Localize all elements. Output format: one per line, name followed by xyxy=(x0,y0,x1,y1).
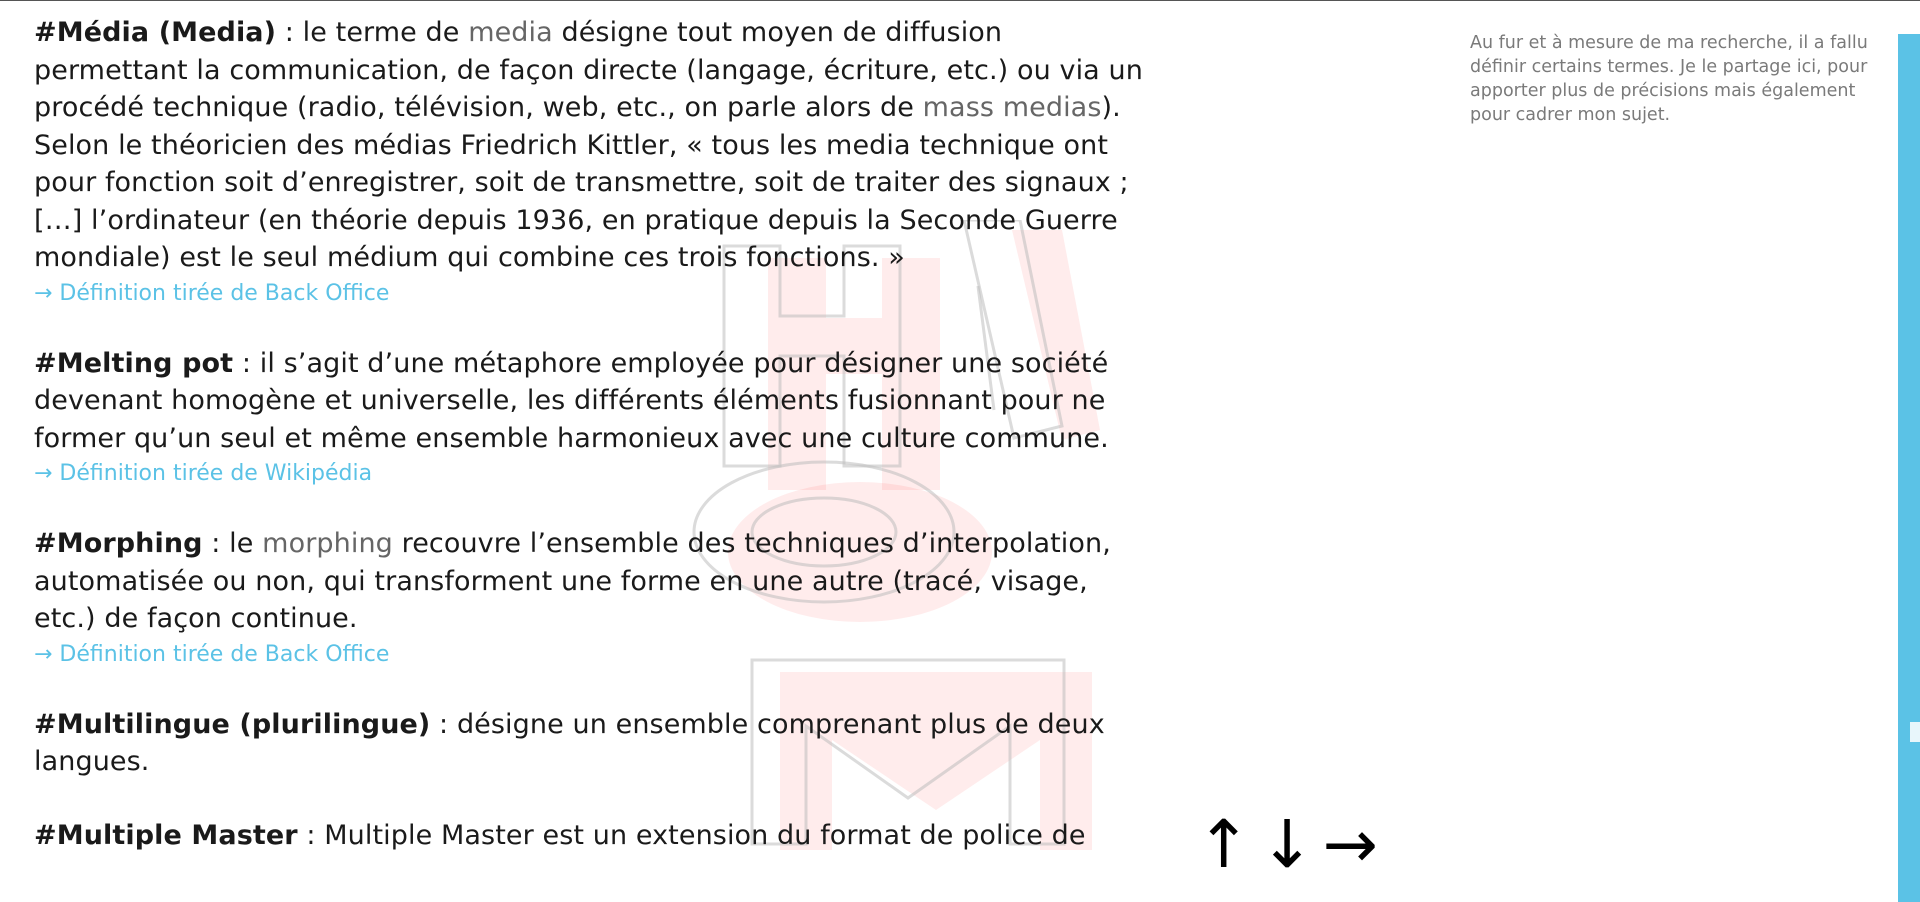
entry-media xyxy=(34,14,1154,309)
arrow-down-icon[interactable]: ↓ xyxy=(1259,806,1315,883)
term-media: #Média (Media) xyxy=(34,17,277,48)
entry-multiple-master xyxy=(34,817,1154,855)
arrow-right-icon[interactable]: → xyxy=(1322,806,1378,883)
definition-multiple-master: #Multiple Master : Multiple Master est un extension du format de police de xyxy=(34,819,1086,851)
term-multiple-master: #Multiple Master xyxy=(34,819,298,851)
entry-multilingue xyxy=(34,706,1154,781)
source-link-morphing[interactable]: → Définition tirée de Back Office xyxy=(34,641,390,667)
entry-morphing xyxy=(34,525,1154,670)
entry-melting-pot xyxy=(34,345,1154,490)
term-morphing: #Morphing xyxy=(34,528,203,559)
definition-media: #Média (Media) : le terme de media désigne tout moyen de diffusion permettant la communication, de façon directe (langage, écriture, etc.) ou via un procédé technique (radio, télévision, web, etc., on parle alors de mass medias). Selon le théoricien des médias Friedrich Kittler, « tous les media technique ont pour fonction soit d’enregistrer, soit de transmettre, soit de traiter des signaux ; […] l’ordinateur (en théorie depuis 1936, en pratique depuis la Seconde Guerre mondiale) est le seul médium qui combine ces trois fonctions. » xyxy=(34,17,1143,273)
emphasis-morphing: morphing xyxy=(262,528,393,559)
definition-melting-pot: #Melting pot : il s’agit d’une métaphore employée pour désigner une société devenant homogène et universelle, les différents éléments fusionnant pour ne former qu’un seul et même ensemble harmonieux avec une culture commune. xyxy=(34,347,1109,454)
emphasis-mass-medias: mass medias xyxy=(922,92,1102,123)
top-divider xyxy=(0,0,1920,1)
definition-multilingue: #Multilingue (plurilingue) : désigne un ensemble comprenant plus de deux langues. xyxy=(34,708,1105,777)
sidenote: Au fur et à mesure de ma recherche, il a fallu définir certains termes. Je le partage ici, pour apporter plus de précisions mais également pour cadrer mon sujet. xyxy=(1470,33,1868,125)
scrollbar[interactable] xyxy=(1898,34,1920,902)
nav-arrows xyxy=(1196,806,1378,883)
source-link-media[interactable]: → Définition tirée de Back Office xyxy=(34,280,390,306)
term-melting-pot: #Melting pot xyxy=(34,347,234,379)
arrow-up-icon[interactable]: ↑ xyxy=(1196,806,1252,883)
scrollbar-thumb[interactable] xyxy=(1910,722,1920,742)
definition-morphing: #Morphing : le morphing recouvre l’ensemble des techniques d’interpolation, automatisée ou non, qui transforment une forme en une autre (tracé, visage, etc.) de façon continue. xyxy=(34,528,1111,634)
term-multilingue: #Multilingue (plurilingue) xyxy=(34,708,431,740)
glossary-list xyxy=(34,14,1154,890)
emphasis-media: media xyxy=(468,17,553,48)
source-link-melting-pot[interactable]: → Définition tirée de Wikipédia xyxy=(34,461,373,486)
